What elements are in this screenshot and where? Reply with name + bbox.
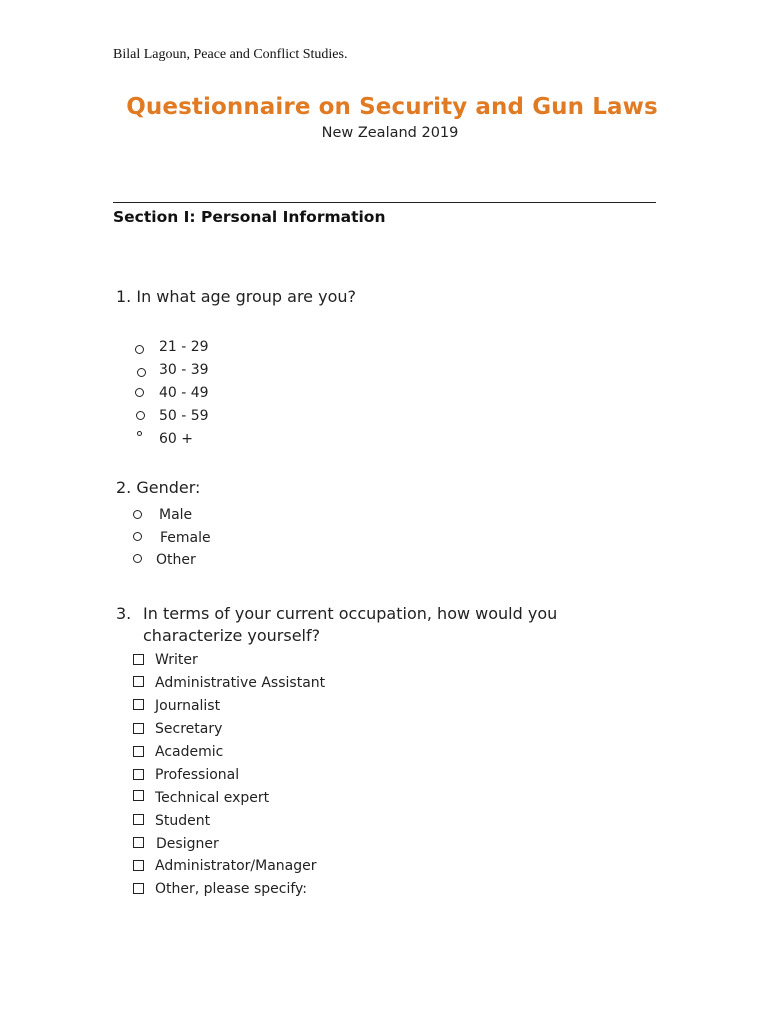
section-divider (113, 202, 656, 203)
radio-age-50-59[interactable] (136, 411, 145, 420)
option-label: Administrative Assistant (155, 675, 326, 691)
option-label: Technical expert (155, 790, 270, 806)
option-label: 40 - 49 (159, 385, 209, 401)
question-3-text: In terms of your current occupation, how would you characterize yourself? (143, 604, 558, 645)
checkbox-other[interactable] (133, 883, 144, 894)
checkbox-secretary[interactable] (133, 723, 144, 734)
radio-age-40-49[interactable] (135, 388, 144, 397)
option-label: Administrator/Manager (155, 858, 317, 874)
option-label: Female (160, 530, 211, 546)
option-label: Male (159, 507, 193, 523)
option-label: Professional (155, 767, 240, 783)
option-label: Student (155, 813, 211, 829)
option-label: Writer (155, 652, 198, 668)
checkbox-student[interactable] (133, 814, 144, 825)
option-label: Other (156, 552, 196, 568)
option-label: Secretary (155, 721, 223, 737)
radio-age-60-plus[interactable] (137, 431, 142, 436)
option-label: Other, please specify: (155, 881, 308, 897)
option-label: 21 - 29 (159, 339, 209, 355)
checkbox-designer[interactable] (133, 837, 144, 848)
checkbox-writer[interactable] (133, 654, 144, 665)
question-2: 2. Gender: (116, 478, 201, 497)
radio-gender-female[interactable] (133, 532, 142, 541)
radio-age-21-29[interactable] (135, 345, 144, 354)
radio-age-30-39[interactable] (137, 368, 146, 377)
option-label: 50 - 59 (159, 408, 209, 424)
checkbox-journalist[interactable] (133, 699, 144, 710)
document-subtitle: New Zealand 2019 (321, 125, 459, 141)
option-label: Journalist (155, 698, 221, 714)
checkbox-academic[interactable] (133, 746, 144, 757)
checkbox-administrator-manager[interactable] (133, 860, 144, 871)
checkbox-professional[interactable] (133, 769, 144, 780)
option-label: Designer (156, 836, 219, 852)
checkbox-administrative-assistant[interactable] (133, 676, 144, 687)
radio-gender-other[interactable] (133, 554, 142, 563)
option-label: 30 - 39 (159, 362, 209, 378)
question-1: 1. In what age group are you? (116, 287, 356, 306)
section-title: Section I: Personal Information (113, 208, 386, 226)
checkbox-technical-expert[interactable] (133, 790, 144, 801)
option-label: Academic (155, 744, 224, 760)
question-3-number: 3. (116, 604, 132, 623)
radio-gender-male[interactable] (133, 510, 142, 519)
document-title: Questionnaire on Security and Gun Laws (126, 94, 658, 120)
author-line: Bilal Lagoun, Peace and Conflict Studies. (113, 47, 348, 62)
option-label: 60 + (159, 431, 193, 447)
